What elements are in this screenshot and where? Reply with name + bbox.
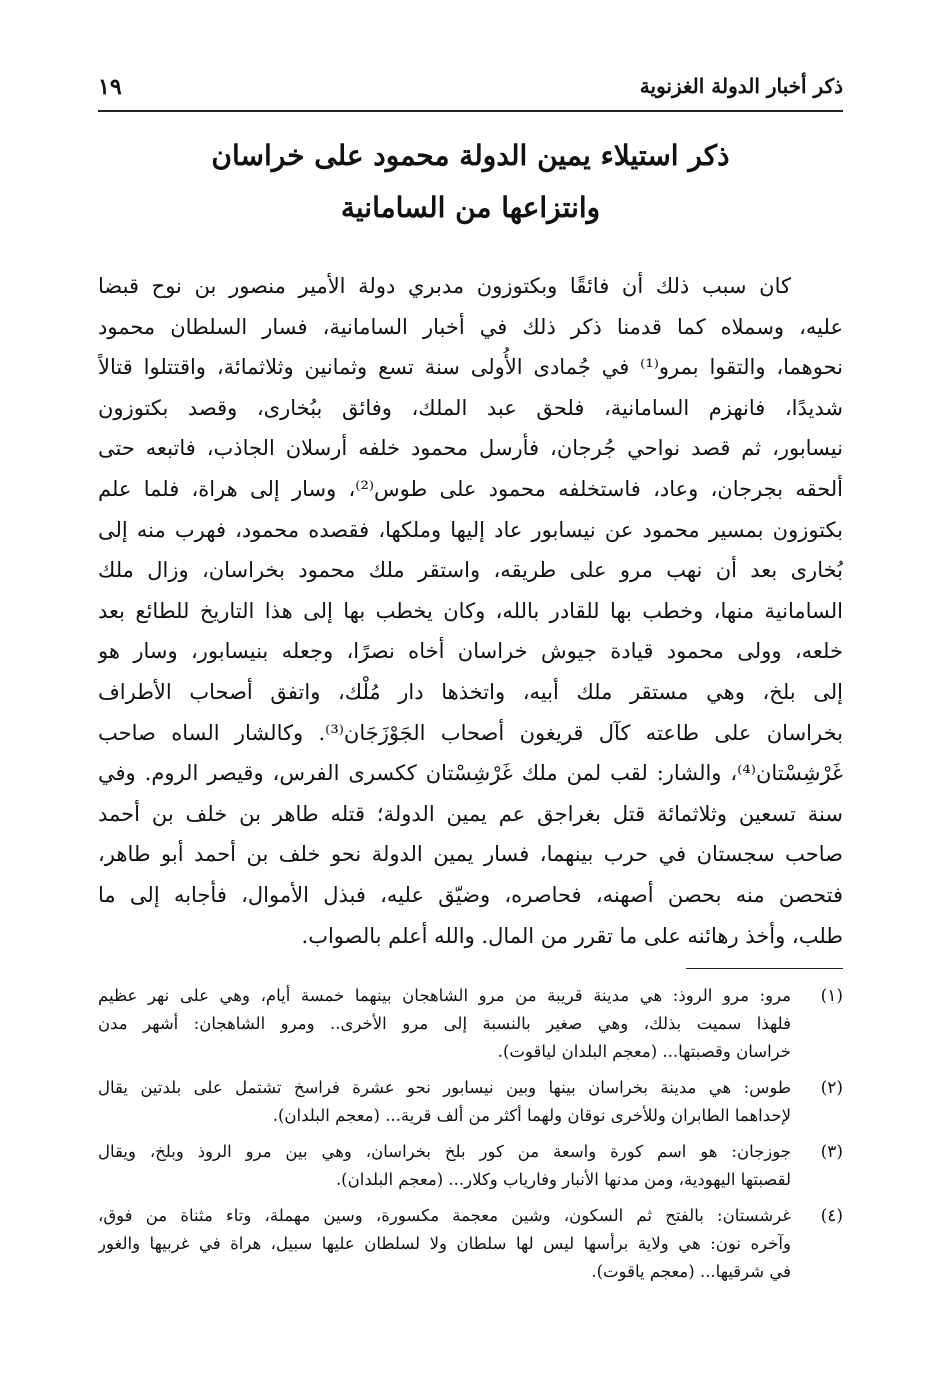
body-line: صاحب سجستان في حرب بينهما، فسار يمين الدولة نحو خلف بن أحمد أبو طاهر، <box>98 842 843 867</box>
footnote-separator <box>686 968 843 969</box>
footnote-line: وآخره نون: هي ولاية برأسها ليس لها سلطان ولا لسلطان عليها سبيل، هراة في غربيها والغور <box>98 1234 791 1253</box>
footnote-4 <box>98 1202 843 1286</box>
footnote-line: لقصبتها اليهودية، ومن مدنها الأنبار وفارياب وكلار... (معجم البلدان). <box>335 1170 791 1189</box>
footnote-3 <box>98 1138 843 1194</box>
footnote-number: (٢) <box>820 1078 843 1098</box>
footnote-line: طوس: هي مدينة بخراسان بينها وبين نيسابور نحو عشرة فراسخ تشتمل على بلدتين يقال <box>98 1078 791 1097</box>
running-head <box>98 70 843 112</box>
footnote-1 <box>98 982 843 1066</box>
body-line: طلب، وأخذ رهائنه على ما تقرر من المال. والله أعلم بالصواب. <box>301 923 843 948</box>
body-line: خلعه، وولى محمود قيادة جيوش خراسان أخاه نصرًا، وجعله بنيسابور، وسار هو <box>98 639 843 664</box>
body-line: بخراسان على طاعته كآل قريغون أصحاب الجَوْزَجَان⁽³⁾. وكالشار الساه صاحب <box>98 720 843 745</box>
body-line: السامانية منها، وخطب بها للقادر بالله، وكان يخطب بها إلى هذا التاريخ للطائع بعد <box>98 598 843 623</box>
footnote-line: مرو: مرو الروذ: هي مدينة قريبة من مرو الشاهجان بينهما خمسة أيام، وهي على نهر عظيم <box>98 986 791 1005</box>
footnote-number: (١) <box>820 986 843 1006</box>
footnote-line: جوزجان: هو اسم كورة واسعة من كور بلخ بخراسان، وهي بين مرو الروذ وبلخ، ويقال <box>98 1142 791 1161</box>
body-line: غَرْشِسْتان⁽⁴⁾، والشار: لقب لمن ملك غَرْشِسْتان ككسرى الفرس، وقيصر الروم. وفي <box>98 761 843 786</box>
footnote-number: (٣) <box>820 1142 843 1162</box>
footnote-2 <box>98 1074 843 1130</box>
footnote-number: (٤) <box>820 1206 843 1226</box>
body-line: فتحصن منه بحصن أصهنه، فحاصره، وضيّق عليه، فبذل الأموال، فأجابه إلى ما <box>98 882 843 907</box>
body-line: بكتوزون بمسير محمود عن نيسابور عاد إليها وملكها، فقصده محمود، فهرب منه إلى <box>98 517 843 542</box>
footnotes <box>98 982 843 1294</box>
body-line: شديدًا، فانهزم السامانية، فلحق عبد الملك، وفائق ببُخارى، وقصد بكتوزون <box>98 395 843 420</box>
chapter-title <box>98 130 843 234</box>
body-text <box>98 266 843 956</box>
body-line: عليه، وسملاه كما قدمنا ذكر ذلك في أخبار السامانية، فسار السلطان محمود <box>98 314 843 339</box>
footnote-line: لإحداهما الطابران وللأخرى نوقان ولهما أكثر من ألف قرية... (معجم البلدان). <box>272 1106 791 1125</box>
body-line: نحوهما، والتقوا بمرو⁽¹⁾ في جُمادى الأُولى سنة تسع وثمانين وثلاثمائة، واقتتلوا قتالاً <box>98 355 843 380</box>
footnote-line: خراسان وقصبتها... (معجم البلدان لياقوت). <box>497 1042 791 1061</box>
body-line: إلى بلخ، وهي مستقر ملك أبيه، واتخذها دار مُلْك، واتفق أصحاب الأطراف <box>98 679 843 704</box>
footnote-line: فلهذا سميت بذلك، وهي صغير بالنسبة إلى مرو الأخرى.. ومرو الشاهجان: أشهر مدن <box>98 1014 791 1033</box>
body-line: بُخارى بعد أن نهب مرو على طريقه، واستقر ملك محمود بخراسان، وزال ملك <box>98 558 843 583</box>
body-line: سنة تسعين وثلاثمائة قتل بغراجق عم يمين الدولة؛ قتله طاهر بن خلف بن أحمد <box>98 801 843 826</box>
footnote-line: غرشستان: بالفتح ثم السكون، وشين معجمة مكسورة، وسين مهملة، وتاء مثناة من فوق، <box>98 1206 791 1225</box>
chapter-title-line-1: ذكر استيلاء يمين الدولة محمود على خراسان <box>211 139 730 172</box>
page-number: ١٩ <box>98 74 122 100</box>
chapter-title-line-2: وانتزاعها من السامانية <box>340 191 601 224</box>
body-line: ألحقه بجرجان، وعاد، فاستخلفه محمود على طوس⁽²⁾، وسار إلى هراة، فلما علم <box>98 476 843 501</box>
footnote-line: في شرقيها... (معجم ياقوت). <box>591 1262 791 1281</box>
body-line: نيسابور، ثم قصد نواحي جُرجان، فأرسل محمود خلفه أرسلان الجاذب، فاتبعه حتى <box>98 436 843 461</box>
body-line: كان سبب ذلك أن فائقًا وبكتوزون مدبري دولة الأمير منصور بن نوح قبضا <box>98 274 791 298</box>
running-head-title: ذكر أخبار الدولة الغزنوية <box>639 74 843 98</box>
